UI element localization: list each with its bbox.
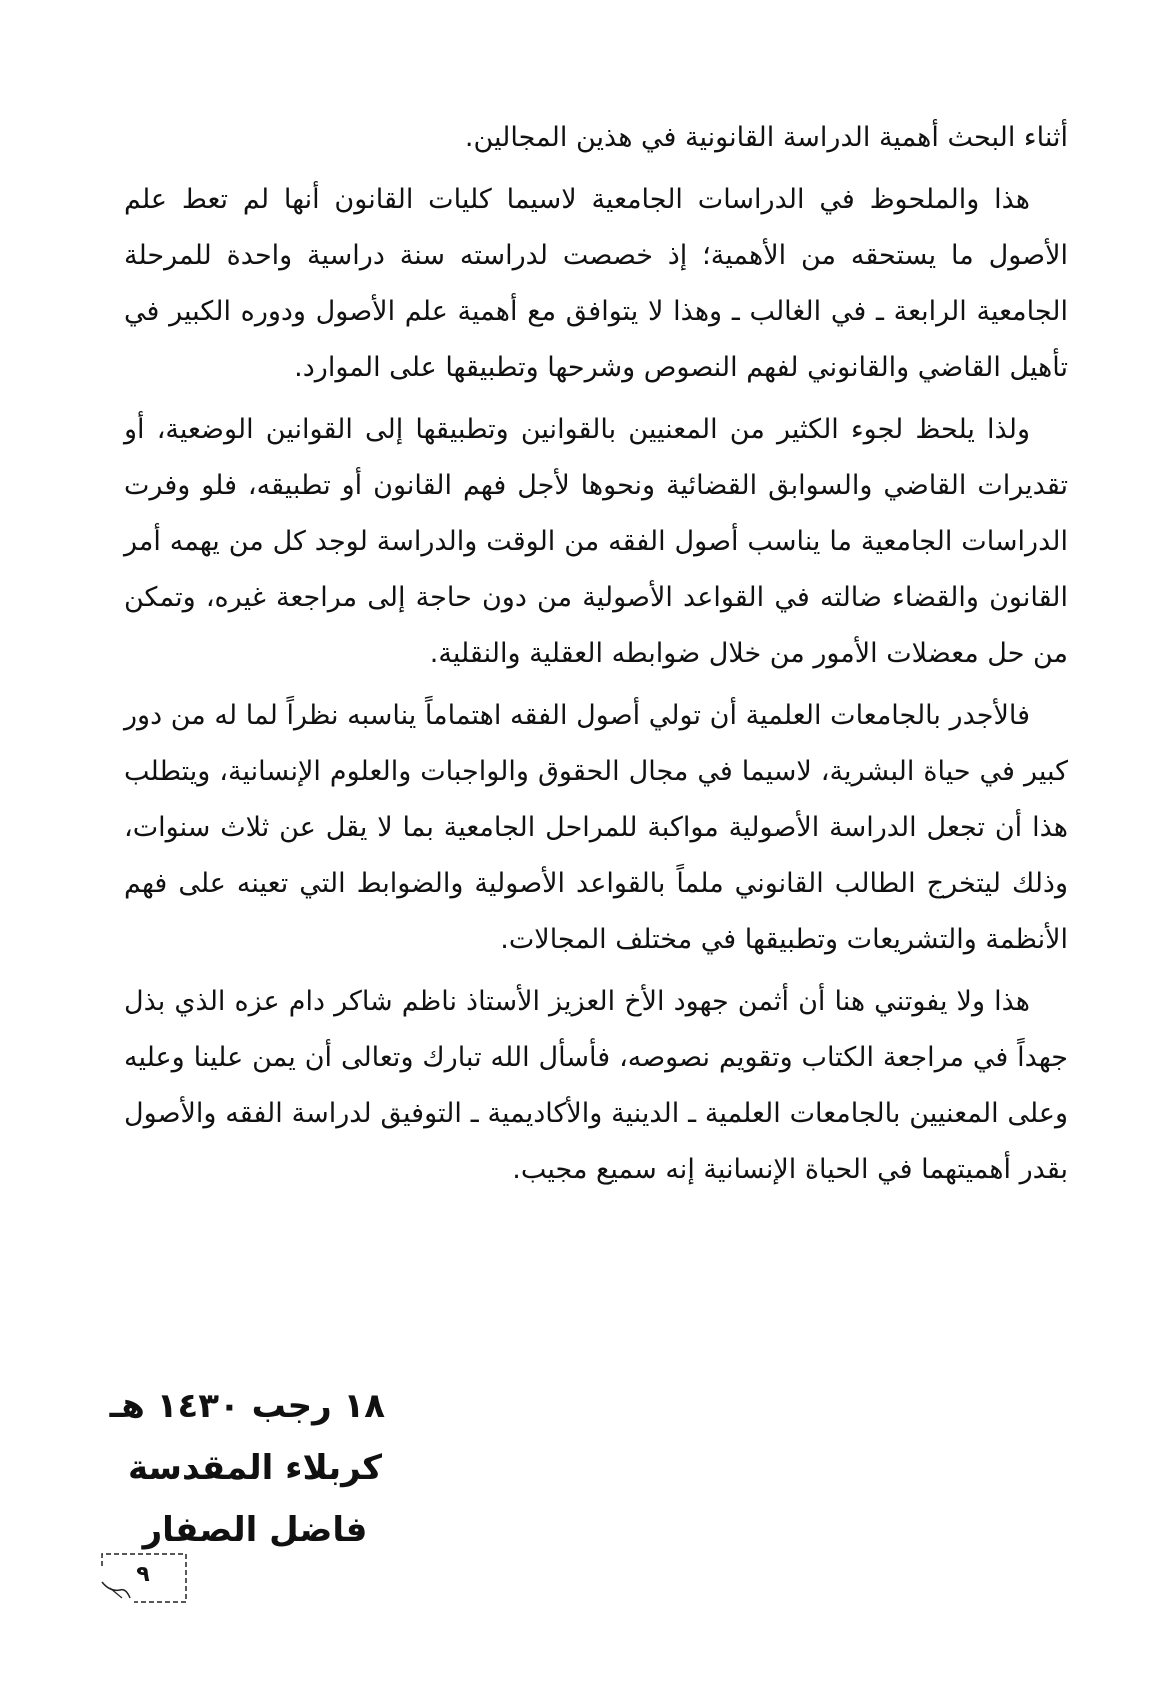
signature-block bbox=[109, 1375, 385, 1561]
body-text bbox=[124, 110, 1068, 1204]
paragraph-continuation: أثناء البحث أهمية الدراسة القانونية في هذين المجالين. bbox=[464, 122, 1068, 153]
paragraph-universities: فالأجدر بالجامعات العلمية أن تولي أصول الفقه اهتماماً يناسبه نظراً لما له من دور كبير في حياة البشرية، لاسيما في مجال الحقوق والواجبات والعلوم الإنسانية، ويتطلب هذا أن تجعل الدراسة الأصولية مواكبة للمراحل الجامعية بما لا يقل عن ثلاث سنوات، وذلك ليتخرج الطالب القانوني ملماً بالقواعد الأصولية والضوابط التي تعينه على فهم الأنظمة والتشريعات وتطبيقها في مختلف المجالات. bbox=[124, 700, 1068, 955]
page-number-box bbox=[100, 1552, 190, 1604]
signature-place: كربلاء المقدسة bbox=[127, 1448, 383, 1488]
paragraph-reliance: ولذا يلحظ لجوء الكثير من المعنيين بالقوانين وتطبيقها إلى القوانين الوضعية، أو تقديرات القاضي والسوابق القضائية ونحوها لأجل فهم القانون أو تطبيقه، فلو وفرت الدراسات الجامعية ما يناسب أصول الفقه من الوقت والدراسة لوجد كل من يهمه أمر القانون والقضاء ضالته في القواعد الأصولية من دون حاجة إلى مراجعة غيره، وتمكن من حل معضلات الأمور من خلال ضوابطه العقلية والنقلية. bbox=[124, 414, 1068, 669]
signature-date: ١٨ رجب ١٤٣٠ هـ bbox=[109, 1386, 385, 1426]
page-number: ٩ bbox=[136, 1562, 150, 1587]
paragraph-acknowledgement: هذا ولا يفوتني هنا أن أثمن جهود الأخ العزيز الأستاذ ناظم شاكر دام عزه الذي بذل جهداً في مراجعة الكتاب وتقويم نصوصه، فأسأل الله تبارك وتعالى أن يمن علينا وعليه وعلى المعنيين بالجامعات العلمية ـ الدينية والأكاديمية ـ التوفيق لدراسة الفقه والأصول بقدر أهميتهما في الحياة الإنسانية إنه سميع مجيب. bbox=[124, 986, 1068, 1185]
signature-author: فاضل الصفار bbox=[142, 1510, 368, 1550]
paragraph-legal-studies: هذا والملحوظ في الدراسات الجامعية لاسيما كليات القانون أنها لم تعط علم الأصول ما يستحقه من الأهمية؛ إذ خصصت لدراسته سنة دراسية واحدة للمرحلة الجامعية الرابعة ـ في الغالب ـ وهذا لا يتوافق مع أهمية علم الأصول ودوره الكبير في تأهيل القاضي والقانوني لفهم النصوص وشرحها وتطبيقها على الموارد. bbox=[124, 184, 1068, 383]
